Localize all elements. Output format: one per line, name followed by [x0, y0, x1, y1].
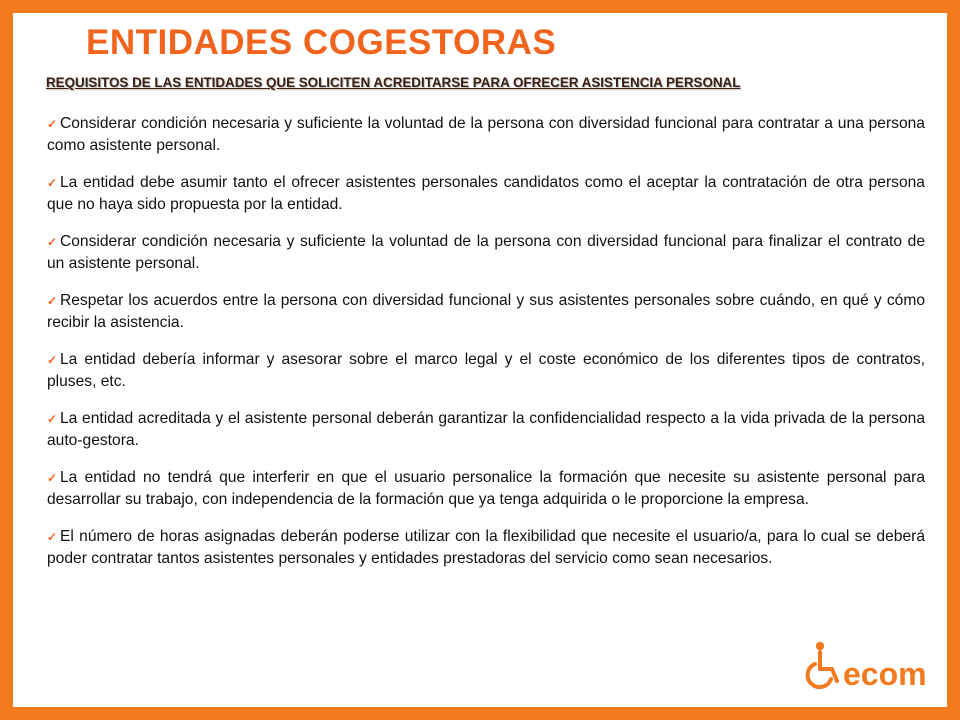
requirement-text: La entidad acreditada y el asistente personal deberán garantizar la confidencialidad respecto a la vida privada de la persona auto-gestora.: [47, 410, 925, 449]
list-item: [47, 172, 925, 216]
requirement-text: El número de horas asignadas deberán poderse utilizar con la flexibilidad que necesite el usuario/a, para lo cual se deberá poder contratar tantos asistentes personales y entidades prestadoras del servicio como sean necesarios.: [47, 528, 925, 567]
list-item: [47, 408, 925, 452]
list-item: [47, 526, 925, 570]
requirement-text: La entidad debe asumir tanto el ofrecer asistentes personales candidatos como el aceptar la contratación de otra persona que no haya sido propuesta por la entidad.: [47, 174, 925, 213]
list-item: [47, 290, 925, 334]
list-item: [47, 467, 925, 511]
checkmark-icon: ✓: [47, 353, 58, 367]
requirement-text: La entidad no tendrá que interferir en que el usuario personalice la formación que necesite su asistente personal para desarrollar su trabajo, con independencia de la formación que ya tenga adquirida o le proporcione la empresa.: [47, 469, 925, 508]
checkmark-icon: ✓: [47, 471, 58, 485]
ecom-logo: [803, 639, 933, 697]
requirements-list: [47, 113, 925, 585]
list-item: [47, 113, 925, 157]
checkmark-icon: ✓: [47, 176, 58, 190]
checkmark-icon: ✓: [47, 294, 58, 308]
logo-text: ecom: [843, 656, 927, 692]
checkmark-icon: ✓: [47, 117, 58, 131]
checkmark-icon: ✓: [47, 235, 58, 249]
wheelchair-icon: [808, 642, 837, 687]
list-item: [47, 231, 925, 275]
requirement-text: La entidad debería informar y asesorar sobre el marco legal y el coste económico de los diferentes tipos de contratos, pluses, etc.: [47, 351, 925, 390]
requirement-text: Considerar condición necesaria y suficiente la voluntad de la persona con diversidad funcional para finalizar el contrato de un asistente personal.: [47, 233, 925, 272]
requirement-text: Respetar los acuerdos entre la persona con diversidad funcional y sus asistentes personales sobre cuándo, en qué y cómo recibir la asistencia.: [47, 292, 925, 331]
checkmark-icon: ✓: [47, 412, 58, 426]
list-item: [47, 349, 925, 393]
requirement-text: Considerar condición necesaria y suficiente la voluntad de la persona con diversidad funcional para contratar a una persona como asistente personal.: [47, 115, 925, 154]
slide-title: ENTIDADES COGESTORAS: [86, 23, 557, 62]
checkmark-icon: ✓: [47, 530, 58, 544]
slide-subtitle: REQUISITOS DE LAS ENTIDADES QUE SOLICITEN ACREDITARSE PARA OFRECER ASISTENCIA PERSONAL: [46, 75, 741, 90]
